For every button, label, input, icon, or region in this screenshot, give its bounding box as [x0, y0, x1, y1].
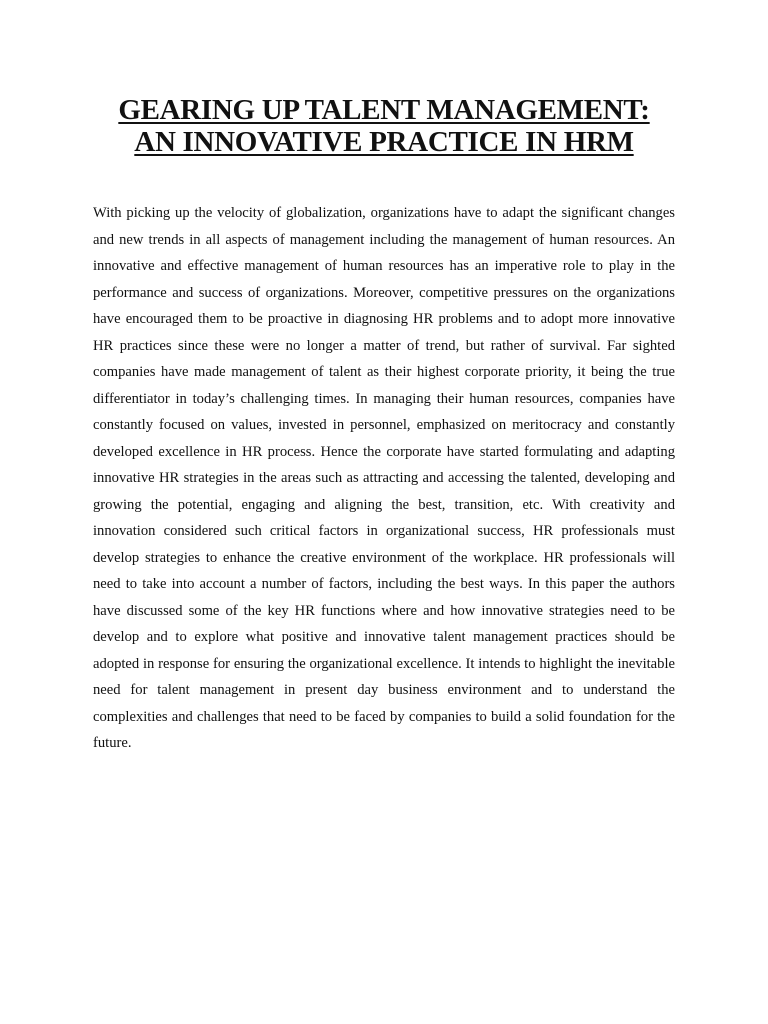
title-line-2: AN INNOVATIVE PRACTICE IN HRM	[134, 126, 634, 158]
title-line-1: GEARING UP TALENT MANAGEMENT:	[118, 94, 650, 126]
document-title	[60, 94, 708, 158]
abstract-paragraph: With picking up the velocity of globalization, organizations have to adapt the significant changes and new trends in all aspects of management including the management of human resources. An innovative and effective management of human resources has an imperative role to play in the performance and success of organizations. Moreover, competitive pressures on the organizations have encouraged them to be proactive in diagnosing HR problems and to adopt more innovative HR practices since these were no longer a matter of trend, but rather of survival. Far sighted companies have made management of talent as their highest corporate priority, it being the true differentiator in today’s challenging times. In managing their human resources, companies have constantly focused on values, invested in personnel, emphasized on meritocracy and constantly developed excellence in HR process. Hence the corporate have started formulating and adapting innovative HR strategies in the areas such as attracting and accessing the talented, developing and growing the potential, engaging and aligning the best, transition, etc. With creativity and innovation considered such critical factors in organizational success, HR professionals must develop strategies to enhance the creative environment of the workplace. HR professionals will need to take into account a number of factors, including the best ways. In this paper the authors have discussed some of the key HR functions where and how innovative strategies need to be develop and to explore what positive and innovative talent management practices should be adopted in response for ensuring the organizational excellence. It intends to highlight the inevitable need for talent management in present day business environment and to understand the complexities and challenges that need to be faced by companies to build a solid foundation for the future.	[93, 205, 675, 751]
